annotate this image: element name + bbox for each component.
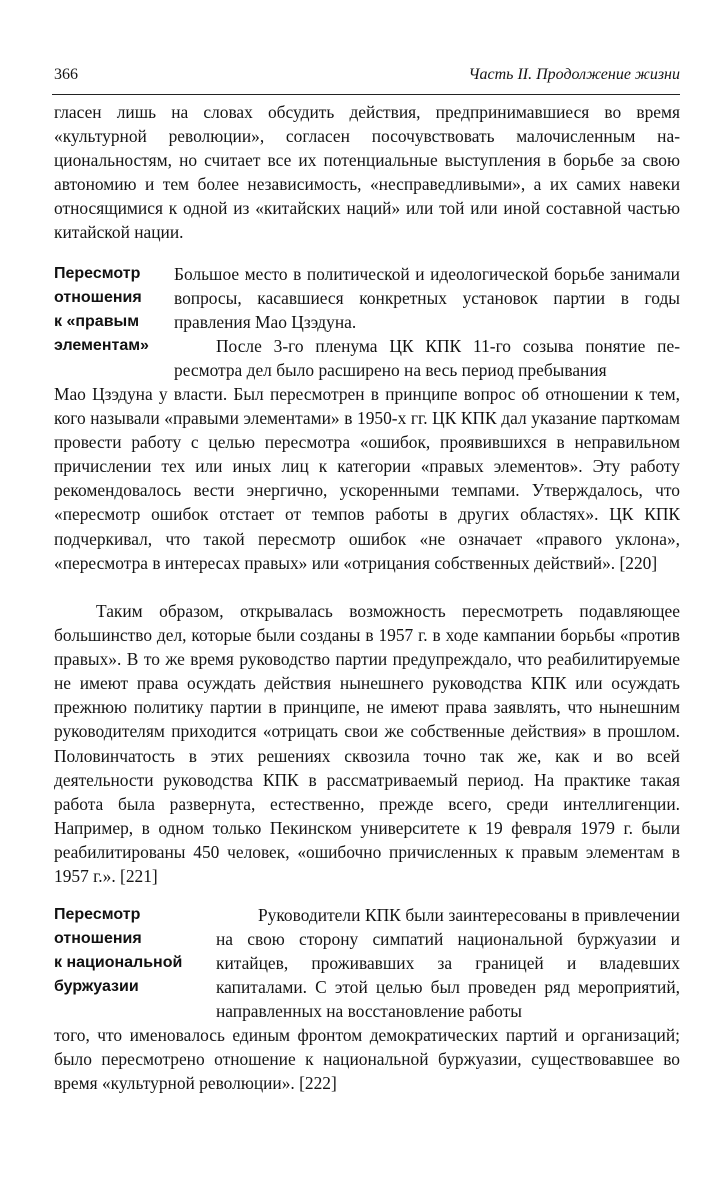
- header-rule: [52, 94, 680, 95]
- section2-side-block: [216, 903, 680, 1023]
- page-number: 366: [54, 66, 78, 83]
- section-heading-rightists: [54, 262, 149, 358]
- running-title: Часть II. Продолжение жизни: [468, 66, 680, 83]
- section1-paragraph-1: Большое место в политической и идеологической борьбе занимали вопросы, касавшиеся конкретных установок партии в годы правления Мао Цзэдуна.: [174, 264, 680, 333]
- section1-paragraph-2-start: После 3-го пленума ЦК КПК 11-го созыва понятие пересмотра дел было расширено на весь период пребывания: [174, 336, 680, 381]
- heading-line: Пересмотр: [54, 265, 141, 282]
- heading-line: отношения: [54, 930, 142, 948]
- heading-line: к национальной: [54, 954, 183, 972]
- heading-line: Пересмотр: [54, 906, 141, 923]
- heading-line: элементам»: [54, 337, 149, 355]
- section1-paragraph-2-rest: Мао Цзэдуна у власти. Был пересмотрен в принципе вопрос об отношении к тем, кого называли «правыми элементами» в 1950-х гг. ЦК КПК дал указание парткомам провести работу с целью пересмотра «ошибок, проявившихся в неправильном причислении тех или иных лиц к категории «правых элементов». Эту работу рекомендовалось вести энергично, ускоренными темпами. Утверждалось, что «пересмотр ошибок отстает от темпов работы в других областях». ЦК КПК подчеркивал, что такой пересмотр ошибок «не означает «правого уклона», «пересмотра в интересах правых» или «отрицания собственных действий». [220]: [54, 384, 680, 573]
- section2-paragraph-start: Руководители КПК были заинтересованы в привлечении на свою сторону симпатий национальной буржуазии и китайцев, проживавших за границей и владевших капиталами. С этой целью был проведен ряд мероприятий, направленных на восстановление работы: [216, 905, 680, 1022]
- heading-line: отношения: [54, 289, 142, 307]
- section2-paragraph-rest: того, что именовалось единым фронтом демократических партий и организаций; было пересмотрено отношение к национальной буржуазии, существовавшее во время «культурной революции». [222]: [54, 1025, 680, 1094]
- heading-line: к «правым: [54, 313, 140, 331]
- section1-side-block: [174, 262, 680, 382]
- heading-line: буржуазии: [54, 978, 139, 996]
- page-header: [52, 66, 680, 92]
- section1-paragraph-3: Таким образом, открывалась возможность пересмотреть подавляющее большинство дел, которые были созданы в 1957 г. в ходе кампании борьбы «против правых». В то же время руководство партии предупреждало, что реабилитируемые не имеют права осуждать действия нынешнего руководства КПК или осуждать прежнюю политику партии в принципе, не имеют права заявлять, что нынешним руководителям приходится «отрицать свои же собственные действия» в прошлом. Половинчатость в этих решениях сквозила точно так же, как и во всей деятельности руководства КПК в рассматриваемый период. На практике такая работа была развернута, естественно, прежде всего, среди интеллигенции. Например, в одном только Пекинском университете к 19 февраля 1979 г. были реабилитированы 450 человек, «ошибочно причисленных к правым элементам в 1957 г.». [221]: [54, 601, 680, 887]
- section-heading-bourgeoisie: [54, 903, 182, 999]
- intro-paragraph: гласен лишь на словах обсудить действия, предпринимавшиеся во время «культурной революции», согласен посочувствовать малочисленным национальностям, но считает все их потенциальные выступления в борьбе за свою автономию и тем более независимость, «несправедливыми», а их самих навеки относящимися к одной из «китайских наций» или той или иной составной частью китайской нации.: [54, 102, 680, 243]
